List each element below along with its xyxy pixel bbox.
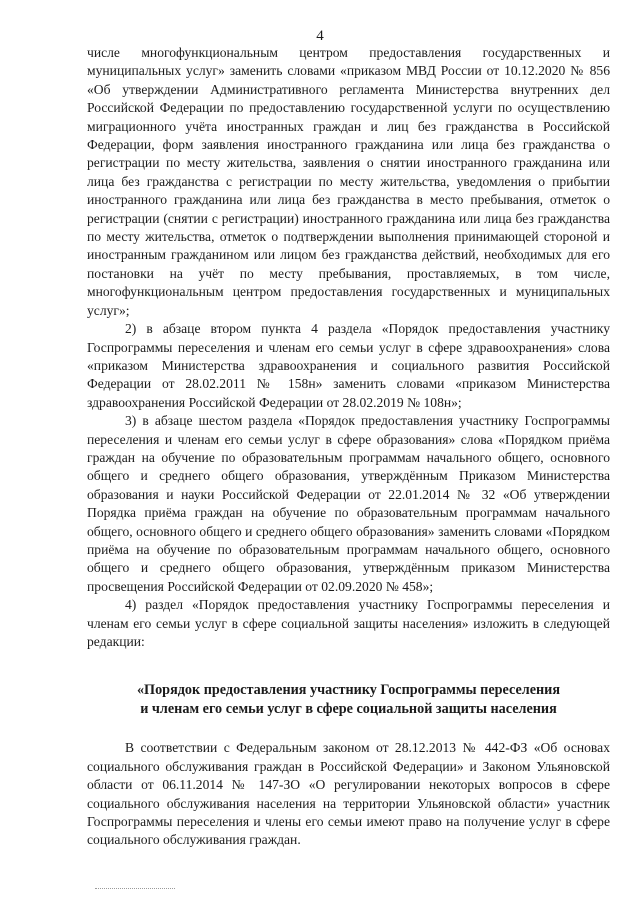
section-heading-line-1: «Порядок предоставления участнику Госпрограммы переселения xyxy=(136,682,561,699)
page-number: 4 xyxy=(316,28,324,44)
paragraph-social-services: В соответствии с Федеральным законом от 28.12.2013 № 442-ФЗ «Об основах социального обслуживания граждан в Российской Федерации» и Законом Ульяновской области от 06.11.2014 № 147-ЗО «О регулировании некоторых вопросов в сфере социального обслуживания населения на территории Ульяновской области» участник Госпрограммы переселения и члены его семьи имеют право на получение услуг в сфере социального обслуживания граждан. xyxy=(87,740,610,848)
paragraph-continuation: числе многофункциональным центром предоставления государственных и муниципальных услуг» заменить словами «приказом МВД России от 10.12.2020 № 856 «Об утверждении Административного регламента Министерства внутренних дел Российской Федерации по предоставлению государственной услуги по осуществлению миграционного учёта иностранных граждан и лиц без гражданства в Российской Федерации, форм заявления иностранного гражданина или лица без гражданства о регистрации по месту жительства, заявления о снятии иностранного гражданина или лица без гражданства с регистрации по месту жительства, уведомления о прибытии иностранного гражданина или лица без гражданства в место пребывания, отметок о регистрации (снятии с регистрации) иностранного гражданина или лица без гражданства по месту жительства, отметок о подтверждении выполнения принимающей стороной и иностранным гражданином или лицом без гражданства действий, необходимых для его постановки на учёт по месту пребывания, проставляемых, в том числе, многофункциональным центром предоставления государственных и муниципальных услуг»; xyxy=(87,45,610,318)
paragraph-item-4: 4) раздел «Порядок предоставления участнику Госпрограммы переселения и членам его семьи услуг в сфере социальной защиты населения» изложить в следующей редакции: xyxy=(87,597,610,649)
document-body xyxy=(87,44,610,850)
section-heading xyxy=(87,681,610,719)
paragraph-item-3: 3) в абзаце шестом раздела «Порядок предоставления участнику Госпрограммы переселения и членам его семьи услуг в сфере образования» слова «Порядком приёма граждан на обучение по образовательным программам начального общего, основного общего и среднего общего образования, утверждённым Приказом Министерства образования и науки Российской Федерации от 22.01.2014 № 32 «Об утверждении Порядка приёма граждан на обучение по образовательным программам начального общего, основного общего и среднего общего образования» заменить словами «Порядком приёма на обучение по образовательным программам начального общего, основного общего и среднего общего образования, утверждённым приказом Министерства просвещения Российской Федерации от 02.09.2020 № 458»; xyxy=(87,413,610,594)
paragraph-item-2: 2) в абзаце втором пункта 4 раздела «Порядок предоставления участнику Госпрограммы переселения и членам его семьи услуг в сфере здравоохранения» слова «приказом Министерства здравоохранения и социального развития Российской Федерации от 28.02.2011 № 158н» заменить словами «приказом Министерства здравоохранения Российской Федерации от 28.02.2019 № 108н»; xyxy=(87,321,610,410)
scan-artifact-mark xyxy=(95,888,175,891)
section-heading-line-2: и членам его семьи услуг в сфере социальной защиты населения xyxy=(140,701,557,718)
